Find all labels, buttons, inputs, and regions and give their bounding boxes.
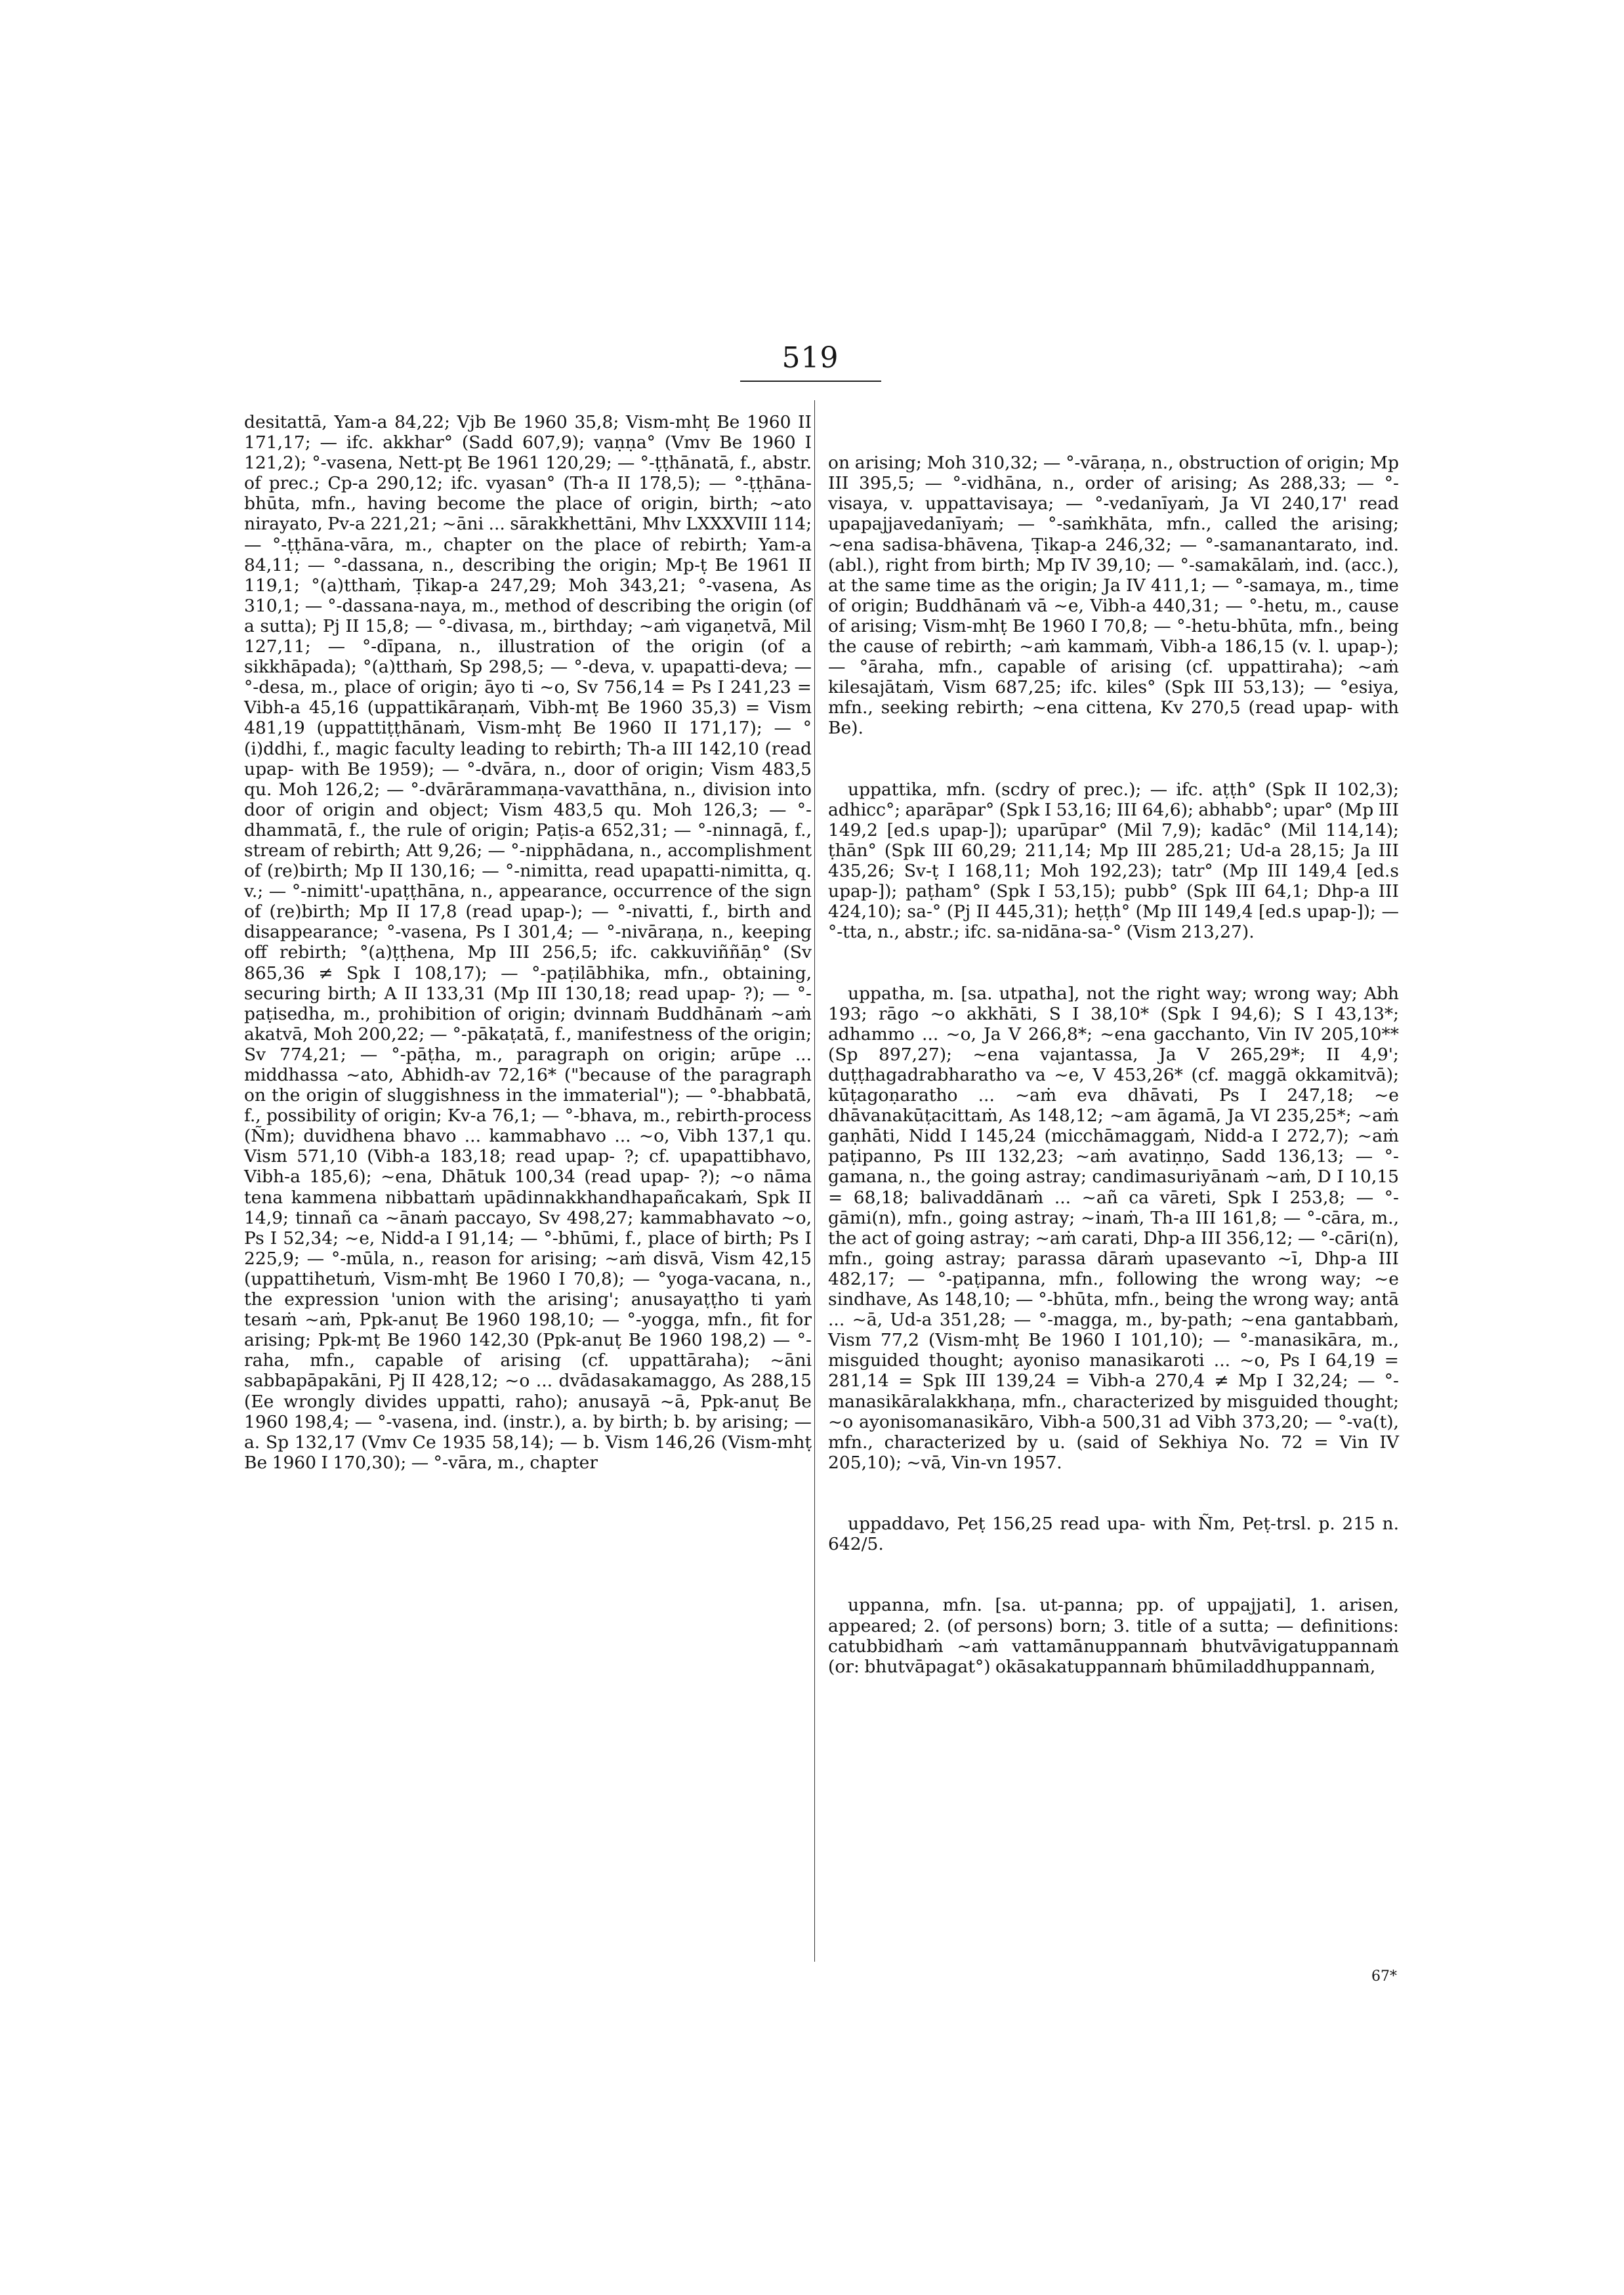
entry-continuation: on arising; Moh 310,32; — °-vāraṇa, n., obstruction of origin; Mp III 395,5; — °-vidhāna, n., order of arising; As 288,33; — °-visaya, v. uppattavisaya; — °-vedanīyaṁ, Ja VI 240,17' read upapajjavedanīyaṁ; — °-saṁkhāta, mfn., called the arising; ~ena sadisa-bhāvena, Ṭikap-a 246,32; — °-samanantarato, ind. (abl.), right from birth; Mp IV 39,10; — °-samakālaṁ, ind. (acc.), at the same time as the origin; Ja IV 411,1; — °-samaya, m., time of origin; Buddhānaṁ vā ~e, Vibh-a 440,31; — °-hetu, m., cause of arising; Vism-mhṭ Be 1960 I 70,8; — °-hetu-bhūta, mfn., being the cause of rebirth; ~aṁ kammaṁ, Vibh-a 186,15 (v. l. upap-); — °āraha, mfn., capable of arising (cf. uppattiraha); ~aṁ kilesajātaṁ, Vism 687,25; ifc. kiles° (Spk III 53,13); — °esiya, mfn., seeking rebirth; ~ena cittena, Kv 270,5 (read upap- with Be). (828, 453, 1404, 739)
entry-uppaddavo: uppaddavo, Peṭ 156,25 read upa- with Ñm, Peṭ-trsl. p. 215 n. 642/5. (828, 1514, 1404, 1555)
left-column (244, 412, 817, 1473)
entry-uppattika: uppattika, mfn. (scdry of prec.); — ifc. aṭṭh° (Spk II 102,3); adhicc°; aparāpar° (Spk I 53,16; III 64,6); abhabb°; upar° (Mp III 149,2 [ed.s upap-]); uparūpar° (Mil 7,9); kadāc° (Mil 114,14); ṭhān° (Spk III 60,29; 211,14; Mp III 285,21; Ud-a 28,15; Ja III 435,26; Sv-ṭ I 168,11; Moh 192,23); tatr° (Mp III 149,4 [ed.s upap-]); paṭham° (Spk I 53,15); pubb° (Spk III 64,1; Dhp-a III 424,10); sa-° (Pj II 445,31); heṭṭh° (Mp III 149,4 [ed.s upap-]); — °-tta, n., abstr.; ifc. sa-nidāna-sa-° (Vism 213,27). (828, 779, 1404, 943)
left-column-text: desitattā, Yam-a 84,22; Vjb Be 1960 35,8; Vism-mhṭ Be 1960 II 171,17; — ifc. akkhar° (Sadd 607,9); vaṇṇa° (Vmv Be 1960 I 121,2); °-vasena, Nett-pṭ Be 1961 120,29; — °-ṭṭhānatā, f., abstr. of prec.; Cp-a 290,12; ifc. vyasan° (Th-a II 178,5); — °-ṭṭhāna-bhūta, mfn., having become the place of origin, birth; ~ato nirayato, Pv-a 221,21; ~āni ... sārakkhettāni, Mhv LXXXVIII 114; — °-ṭṭhāna-vāra, m., chapter on the place of rebirth; Yam-a 84,11; — °-dassana, n., describing the origin; Mp-ṭ Be 1961 II 119,1; °(a)tthaṁ, Ṭikap-a 247,29; Moh 343,21; °-vasena, As 310,1; — °-dassana-naya, m., method of describing the origin (of a sutta); Pj II 15,8; — °-divasa, m., birthday; ~aṁ vigaṇetvā, Mil 127,11; — °-dīpana, n., illustration of the origin (of a sikkhāpada); °(a)tthaṁ, Sp 298,5; — °-deva, v. upapatti-deva; — °-desa, m., place of origin; āyo ti ~o, Sv 756,14 = Ps I 241,23 = Vibh-a 45,16 (uppattikāraṇaṁ, Vibh-mṭ Be 1960 35,3) = Vism 481,19 (uppattiṭṭhānaṁ, Vism-mhṭ Be 1960 II 171,17); — °(i)ddhi, f., magic faculty leading to rebirth; Th-a III 142,10 (read upap- with Be 1959); — °-dvāra, n., door of origin; Vism 483,5 qu. Moh 126,2; — °-dvārārammaṇa-vavatthāna, n., division into door of origin and object; Vism 483,5 qu. Moh 126,3; — °-dhammatā, f., the rule of origin; Paṭis-a 652,31; — °-ninnagā, f., stream of rebirth; Att 9,26; — °-nipphādana, n., accomplishment of (re)birth; Mp II 130,16; — °-nimitta, read upapatti-nimitta, q. v.; — °-nimitt'-upaṭṭhāna, n., appearance, occurrence of the sign of (re)birth; Mp II 17,8 (read upap-); — °-nivatti, f., birth and disappearance; °-vasena, Ps I 301,4; — °-nivāraṇa, n., keeping off rebirth; °(a)ṭṭhena, Mp III 256,5; ifc. cakkuviññāṇ° (Sv 865,36 ≠ Spk I 108,17); — °-paṭilābhika, mfn., obtaining, securing birth; A II 133,31 (Mp III 130,18; read upap- ?); — °-paṭisedha, m., prohibition of origin; dvinnaṁ Buddhānaṁ ~aṁ akatvā, Moh 200,22; — °-pākaṭatā, f., manifestness of the origin; Sv 774,21; — °-pāṭha, m., paragraph on origin; arūpe ... middhassa ~ato, Abhidh-av 72,16* ("because of the paragraph on the origin of sluggishness in the immaterial"); — °-bhabbatā, f., possibility of origin; Kv-a 76,1; — °-bhava, m., rebirth-process (Ñm); duvidhena bhavo ... kammabhavo ... ~o, Vibh 137,1 qu. Vism 571,10 (Vibh-a 183,18; read upap- ?; cf. upapattibhavo, Vibh-a 185,6); ~ena, Dhātuk 100,34 (read upap- ?); ~o nāma tena kammena nibbattaṁ upādinnakkhandhapañcakaṁ, Spk II 14,9; tinnañ ca ~ānaṁ paccayo, Sv 498,27; kammabhavato ~o, Ps I 52,34; ~e, Nidd-a I 91,14; — °-bhūmi, f., place of birth; Ps I 225,9; — °-mūla, n., reason for arising; ~aṁ disvā, Vism 42,15 (uppattihetuṁ, Vism-mhṭ Be 1960 I 70,8); — °yoga-vacana, n., the expression 'union with the arising'; anusayaṭṭho ti yaṁ tesaṁ ~aṁ, Ppk-anuṭ Be 1960 198,10; — °-yogga, mfn., fit for arising; Ppk-mṭ Be 1960 142,30 (Ppk-anuṭ Be 1960 198,2) — °-raha, mfn., capable of arising (cf. uppattāraha); ~āni sabbapāpakāni, Pj II 428,12; ~o ... dvādasakamaggo, As 288,15 (Ee wrongly divides uppatti, raho); anusayā ~ā, Ppk-anuṭ Be 1960 198,4; — °-vasena, ind. (instr.), a. by birth; b. by arising; — a. Sp 132,17 (Vmv Ce 1935 58,14); — b. Vism 146,26 (Vism-mhṭ Be 1960 I 170,30); — °-vāra, m., chapter (244, 412, 817, 1473)
right-column (828, 412, 1404, 1697)
signature-mark: 67* (1371, 1968, 1397, 1985)
entry-uppanna: uppanna, mfn. [sa. ut-panna; pp. of uppajjati], 1. arisen, appeared; 2. (of persons) born; 3. title of a sutta; — definitions: catubbidhaṁ ~aṁ vattamānuppannaṁ bhutvāvigatuppannaṁ (or: bhutvāpagat°) okāsakatuppannaṁ bhūmiladdhuppannaṁ, (828, 1595, 1404, 1677)
column-divider (814, 400, 815, 1962)
page-number-rule (740, 381, 881, 382)
page-number: 519 (781, 341, 839, 375)
entry-uppatha: uppatha, m. [sa. utpatha], not the right way; wrong way; Abh 193; rāgo ~o akkhāti, S I 38,10* (Spk I 94,6); S I 43,13*; adhammo ... ~o, Ja V 266,8*; ~ena gacchanto, Vin IV 205,10** (Sp 897,27); ~ena vajantassa, Ja V 265,29*; II 4,9'; duṭṭhagadrabharatho va ~e, V 453,26* (cf. maggā okkamitvā); kūṭagoṇaratho ... ~aṁ eva dhāvati, Ps I 247,18; ~e dhāvanakūṭacittaṁ, As 148,12; ~am āgamā, Ja VI 235,25*; ~aṁ gaṇhāti, Nidd I 145,24 (micchāmaggaṁ, Nidd-a I 272,7); ~aṁ paṭipanno, Ps III 132,23; ~aṁ avatiṇṇo, Sadd 136,13; — °-gamana, n., the going astray; candimasuriyānaṁ ~aṁ, D I 10,15 = 68,18; balivaddānaṁ ... ~añ ca vāreti, Spk I 253,8; — °-gāmi(n), mfn., going astray; ~inaṁ, Th-a III 161,8; — °-cāra, m., the act of going astray; ~aṁ carati, Dhp-a III 356,12; — °-cāri(n), mfn., going astray; parassa dāraṁ upasevanto ~ī, Dhp-a III 482,17; — °-paṭipanna, mfn., following the wrong way; ~e sindhave, As 148,10; — °-bhūta, mfn., being the wrong way; antā ... ~ā, Ud-a 351,28; — °-magga, m., by-path; ~ena gantabbaṁ, Vism 77,2 (Vism-mhṭ Be 1960 I 101,10); — °-manasikāra, m., misguided thought; ayoniso manasikaroti ... ~o, Ps I 64,19 = 281,14 = Spk III 139,24 = Vibh-a 270,4 ≠ Mp I 32,24; — °-manasikāralakkhaṇa, mfn., characterized by misguided thought; ~o ayonisomanasikāro, Vibh-a 500,31 ad Vibh 373,20; — °-va(t), mfn., characterized by u. (said of Sekhiya No. 72 = Vin IV 205,10); ~vā, Vin-vn 1957. (828, 983, 1404, 1473)
